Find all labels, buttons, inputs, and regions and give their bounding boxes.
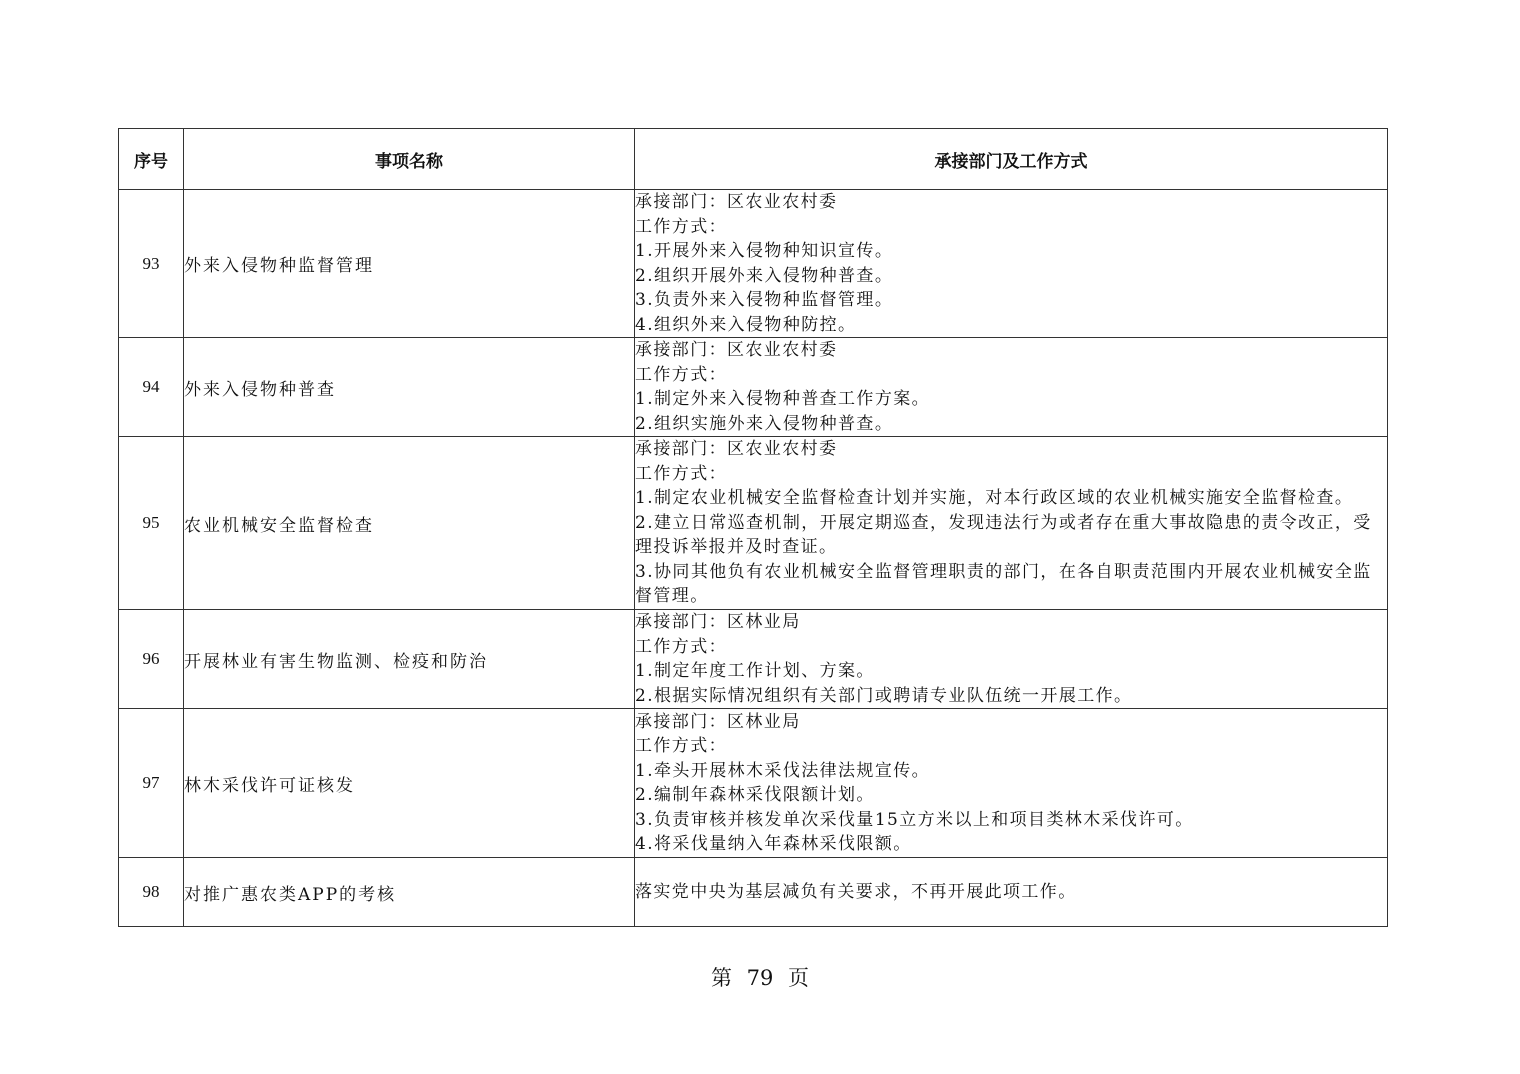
row-serial-number: 94 — [119, 338, 184, 437]
row-item-name: 对推广惠农类APP的考核 — [184, 858, 635, 927]
dept-line: 3.负责审核并核发单次采伐量15立方米以上和项目类林木采伐许可。 — [635, 809, 1194, 830]
dept-line: 4.组织外来入侵物种防控。 — [635, 314, 857, 335]
dept-line: 工作方式： — [635, 736, 727, 756]
dept-line: 2.建立日常巡查机制，开展定期巡查，发现违法行为或者存在重大事故隐患的责令改正，受理投诉举报并及时查证。 — [635, 512, 1372, 558]
matters-table — [118, 128, 1388, 927]
dept-line: 承接部门：区林业局 — [635, 711, 801, 732]
dept-line: 承接部门：区农业农村委 — [635, 340, 838, 360]
dept-line: 工作方式： — [635, 463, 727, 484]
row-department-method — [635, 437, 1388, 610]
page-number-footer — [0, 962, 1520, 992]
row-serial-number: 98 — [119, 858, 184, 927]
row-item-name: 开展林业有害生物监测、检疫和防治 — [184, 610, 635, 709]
row-item-name: 农业机械安全监督检查 — [184, 437, 635, 610]
row-serial-number: 95 — [119, 437, 184, 610]
dept-line: 2.编制年森林采伐限额计划。 — [635, 785, 875, 805]
row-department-method — [635, 338, 1388, 437]
table-row — [119, 190, 1388, 338]
dept-line: 2.组织实施外来入侵物种普查。 — [635, 413, 894, 434]
dept-line: 1.制定外来入侵物种普查工作方案。 — [635, 389, 931, 409]
page-number: 79 — [746, 966, 774, 990]
row-department-method — [635, 858, 1388, 927]
row-department-method — [635, 709, 1388, 858]
dept-line: 承接部门：区农业农村委 — [635, 439, 838, 460]
header-department-and-method: 承接部门及工作方式 — [635, 129, 1388, 190]
table-row — [119, 709, 1388, 858]
table-row — [119, 437, 1388, 610]
row-item-name: 外来入侵物种监督管理 — [184, 190, 635, 338]
table-row — [119, 858, 1388, 927]
dept-line: 2.组织开展外来入侵物种普查。 — [635, 265, 894, 286]
row-item-name: 外来入侵物种普查 — [184, 338, 635, 437]
dept-line: 4.将采伐量纳入年森林采伐限额。 — [635, 834, 912, 854]
row-serial-number: 96 — [119, 610, 184, 709]
dept-line: 承接部门：区农业农村委 — [635, 192, 838, 212]
dept-line: 工作方式： — [635, 364, 727, 385]
table-row — [119, 610, 1388, 709]
dept-line: 工作方式： — [635, 636, 727, 657]
dept-line: 落实党中央为基层减负有关要求，不再开展此项工作。 — [635, 881, 1077, 902]
dept-line: 1.开展外来入侵物种知识宣传。 — [635, 241, 894, 261]
row-department-method — [635, 190, 1388, 338]
row-item-name: 林木采伐许可证核发 — [184, 709, 635, 858]
dept-line: 1.牵头开展林木采伐法律法规宣传。 — [635, 760, 931, 781]
header-serial-number: 序号 — [119, 129, 184, 190]
row-serial-number: 93 — [119, 190, 184, 338]
dept-line: 承接部门：区林业局 — [635, 612, 801, 632]
page-prefix: 第 — [710, 966, 732, 990]
row-serial-number: 97 — [119, 709, 184, 858]
page-suffix: 页 — [788, 966, 810, 990]
table-header-row — [119, 129, 1388, 190]
row-department-method — [635, 610, 1388, 709]
dept-line: 3.协同其他负有农业机械安全监督管理职责的部门，在各自职责范围内开展农业机械安全监督管理。 — [635, 561, 1372, 607]
dept-line: 工作方式： — [635, 216, 727, 237]
dept-line: 1.制定农业机械安全监督检查计划并实施，对本行政区域的农业机械实施安全监督检查。 — [635, 488, 1354, 509]
table-row — [119, 338, 1388, 437]
dept-line: 1.制定年度工作计划、方案。 — [635, 661, 875, 681]
dept-line: 3.负责外来入侵物种监督管理。 — [635, 290, 894, 310]
dept-line: 2.根据实际情况组织有关部门或聘请专业队伍统一开展工作。 — [635, 685, 1133, 706]
header-item-name: 事项名称 — [184, 129, 635, 190]
